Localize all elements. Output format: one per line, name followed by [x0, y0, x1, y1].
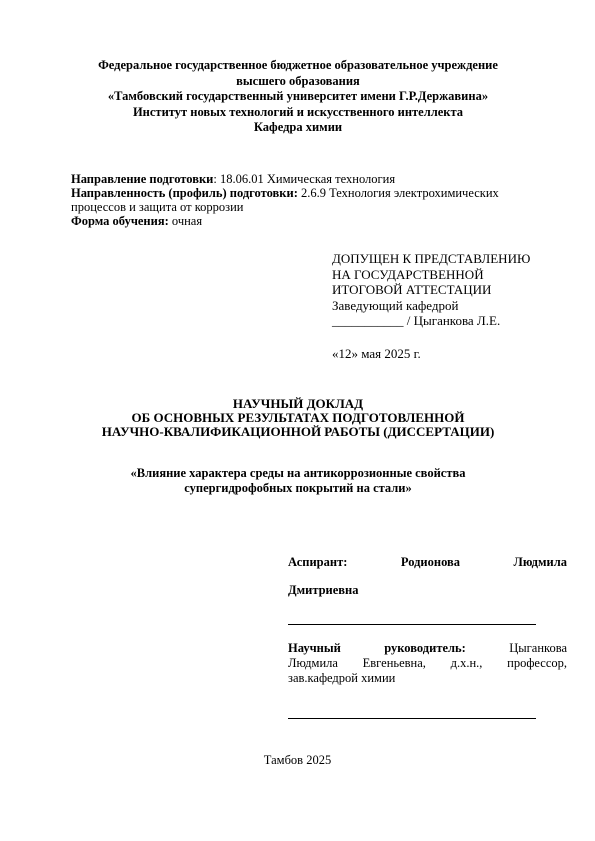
approval-signature: ___________ / Цыганкова Л.Е. [332, 313, 501, 329]
approval-line-3: ИТОГОВОЙ АТТЕСТАЦИИ [332, 282, 492, 298]
form-label: Форма обучения: [71, 214, 169, 228]
advisor-word-2: руководитель: [384, 641, 466, 655]
approval-line-4: Заведующий кафедрой [332, 297, 459, 313]
city-year: Тамбов 2025 [263, 753, 332, 767]
title-line-2: ОБ ОСНОВНЫХ РЕЗУЛЬТАТАХ ПОДГОТОВЛЕННОЙ [131, 410, 465, 425]
header-line-2: высшего образования [236, 73, 360, 88]
profile-row-2 [71, 200, 568, 214]
header-line-1: Федеральное государственное бюджетное образовательное учреждение [98, 58, 498, 72]
advisor-surname: Цыганкова [509, 641, 567, 655]
aspirant-surname: Родионова [400, 555, 461, 569]
approval-line-1: ДОПУЩЕН К ПРЕДСТАВЛЕНИЮ [332, 251, 531, 266]
approval-block [332, 251, 572, 362]
aspirant-label: Аспирант: [288, 555, 348, 569]
advisor-word-1: Научный [288, 641, 341, 655]
approval-date: «12» мая 2025 г. [332, 345, 421, 361]
advisor-position: зав.кафедрой химии [288, 671, 396, 685]
header-line-3: «Тамбовский государственный университет имени Г.Р.Державина» [107, 89, 489, 103]
direction-value: : 18.06.01 Химическая технология [213, 172, 396, 186]
program-info [71, 172, 568, 228]
aspirant-signature-line [288, 624, 536, 625]
direction-row [71, 172, 568, 186]
topic-line-1: «Влияние характера среды на антикоррозионные свойства [130, 466, 466, 480]
profile-row [71, 186, 568, 200]
advisor-row-2 [288, 656, 567, 671]
aspirant-row [288, 555, 567, 570]
aspirant-name: Людмила [513, 555, 567, 569]
title-line-1: НАУЧНЫЙ ДОКЛАД [232, 396, 364, 411]
form-row [71, 214, 568, 228]
advisor-first-name: Людмила [288, 656, 338, 670]
dissertation-topic [70, 466, 526, 496]
document-title [60, 397, 536, 439]
advisor-row-1 [288, 641, 567, 656]
profile-value-2: процессов и защита от коррозии [71, 200, 244, 214]
form-value: очная [168, 214, 203, 228]
institution-header [70, 58, 526, 136]
advisor-rank: профессор, [507, 656, 567, 670]
profile-value-1: 2.6.9 Технология электрохимических [297, 186, 499, 200]
aspirant-patronymic: Дмитриевна [288, 583, 359, 597]
topic-line-2: супергидрофобных покрытий на стали» [184, 481, 412, 495]
approval-line-2: НА ГОСУДАРСТВЕННОЙ [332, 266, 484, 282]
advisor-degree: д.х.н., [450, 656, 483, 670]
header-line-5: Кафедра химии [253, 120, 343, 134]
advisor-block [288, 641, 567, 686]
advisor-patronymic: Евгеньевна, [362, 656, 426, 670]
aspirant-block [288, 555, 567, 598]
advisor-signature-line [288, 718, 536, 719]
title-line-3: НАУЧНО-КВАЛИФИКАЦИОННОЙ РАБОТЫ (ДИССЕРТАЦИИ) [101, 424, 495, 439]
profile-label: Направленность (профиль) подготовки: [71, 186, 298, 200]
direction-label: Направление подготовки [71, 172, 214, 186]
header-line-4: Институт новых технологий и искусственного интеллекта [132, 104, 464, 119]
